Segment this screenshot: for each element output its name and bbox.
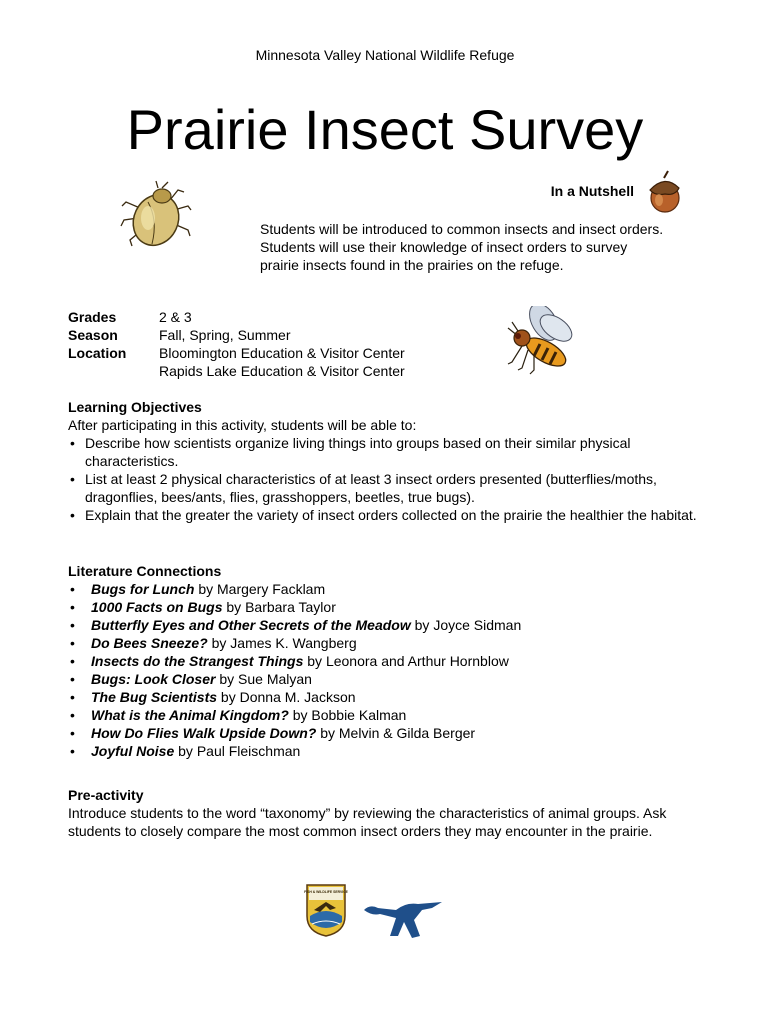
list-item xyxy=(68,634,718,652)
season-value: Fall, Spring, Summer xyxy=(159,327,291,343)
list-item xyxy=(68,688,718,706)
location-value-1: Bloomington Education & Visitor Center xyxy=(159,345,405,361)
list-item xyxy=(68,724,718,742)
book-author: by Paul Fleischman xyxy=(174,743,301,759)
summary-line: Students will be introduced to common insects and insect orders. xyxy=(260,221,664,237)
bee-icon xyxy=(500,306,576,378)
list-item xyxy=(68,580,718,598)
book-title: The Bug Scientists xyxy=(91,689,218,705)
book-title: How Do Flies Walk Upside Down? xyxy=(91,725,317,741)
list-item xyxy=(68,670,718,688)
blue-goose-icon xyxy=(362,896,446,942)
book-author: by Sue Malyan xyxy=(215,671,312,687)
summary-line: Students will use their knowledge of insect orders to survey xyxy=(260,239,628,255)
nutshell-label: In a Nutshell xyxy=(550,183,634,199)
summary-line: prairie insects found in the prairies on the refuge. xyxy=(260,257,564,273)
list-item: • Describe how scientists organize living things into groups based on their similar physical characteristics. xyxy=(68,434,718,470)
list-item xyxy=(68,598,718,616)
book-title: Butterfly Eyes and Other Secrets of the Meadow xyxy=(91,617,411,633)
list-item xyxy=(68,616,718,634)
book-author: by Margery Facklam xyxy=(194,581,326,597)
acorn-icon xyxy=(645,170,683,214)
book-author: by Donna M. Jackson xyxy=(217,689,356,705)
location-value-2: Rapids Lake Education & Visitor Center xyxy=(159,363,405,379)
book-author: by Melvin & Gilda Berger xyxy=(316,725,476,741)
book-title: Insects do the Strangest Things xyxy=(91,653,304,669)
list-item: • List at least 2 physical characteristics of at least 3 insect orders presented (butterflies/moths, dragonflies, bees/ants, flies, grasshoppers, beetles, true bugs). xyxy=(68,470,718,506)
refuge-header: Minnesota Valley National Wildlife Refuge xyxy=(255,47,515,63)
preactivity-text: Introduce students to the word “taxonomy” by reviewing the characteristics of animal groups. Ask students to closely compare the most common insect orders they may encounter in the prairie. xyxy=(68,805,667,839)
book-author: by Leonora and Arthur Hornblow xyxy=(303,653,509,669)
book-author: by Bobbie Kalman xyxy=(288,707,407,723)
objectives-heading: Learning Objectives xyxy=(68,399,202,415)
book-title: Bugs: Look Closer xyxy=(91,671,216,687)
book-title: Joyful Noise xyxy=(91,743,175,759)
list-item xyxy=(68,652,718,670)
objectives-list xyxy=(68,434,718,524)
book-author: by Barbara Taylor xyxy=(222,599,336,615)
grades-value: 2 & 3 xyxy=(159,309,192,325)
list-item xyxy=(68,706,718,724)
book-title: Do Bees Sneeze? xyxy=(91,635,208,651)
list-item xyxy=(68,742,718,760)
page-title: Prairie Insect Survey xyxy=(126,98,644,161)
book-title: 1000 Facts on Bugs xyxy=(91,599,223,615)
beetle-icon xyxy=(118,180,194,260)
book-title: Bugs for Lunch xyxy=(91,581,195,597)
nutshell-summary xyxy=(260,220,730,274)
activity-info xyxy=(68,308,405,380)
book-author: by Joyce Sidman xyxy=(410,617,522,633)
pre-activity xyxy=(68,786,718,840)
literature-list xyxy=(68,580,718,760)
preactivity-heading: Pre-activity xyxy=(68,787,144,803)
learning-objectives xyxy=(68,398,718,524)
location-label: Location xyxy=(68,345,127,361)
book-author: by James K. Wangberg xyxy=(207,635,357,651)
fws-text: FISH & WILDLIFE SERVICE xyxy=(304,890,348,894)
literature-connections xyxy=(68,562,718,760)
literature-heading: Literature Connections xyxy=(68,563,222,579)
grades-label: Grades xyxy=(68,309,117,325)
book-title: What is the Animal Kingdom? xyxy=(91,707,289,723)
objectives-intro: After participating in this activity, students will be able to: xyxy=(68,417,417,433)
fws-shield-icon xyxy=(304,882,348,938)
list-item: • Explain that the greater the variety of insect orders collected on the prairie the healthier the habitat. xyxy=(68,506,718,524)
season-label: Season xyxy=(68,327,118,343)
